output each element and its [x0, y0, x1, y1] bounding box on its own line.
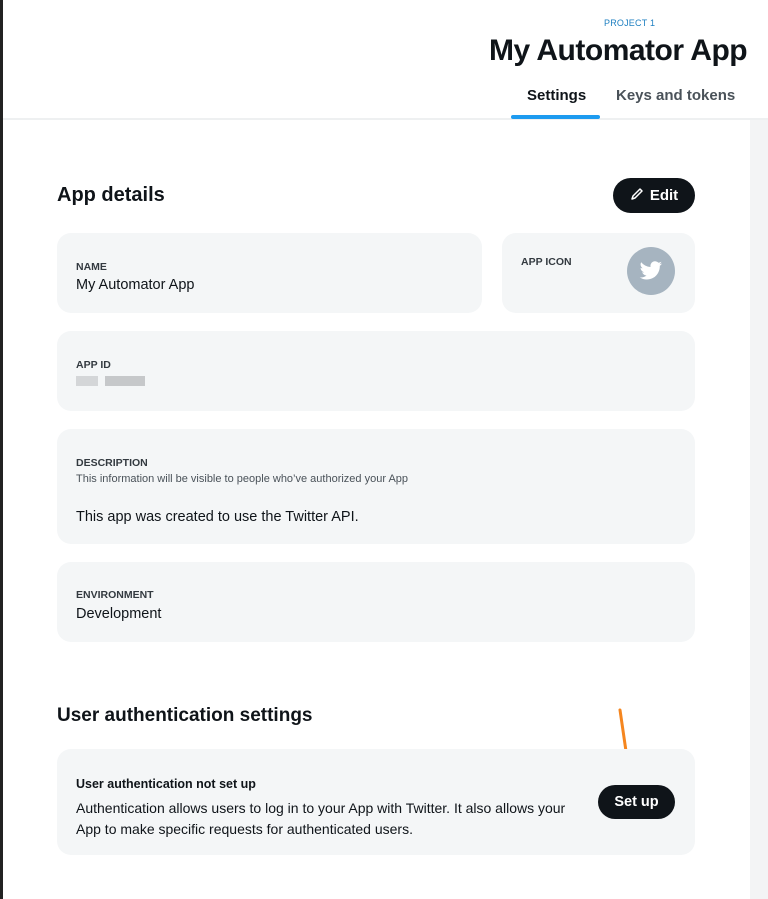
environment-label: ENVIRONMENT [76, 589, 154, 601]
app-details-heading: App details [57, 184, 165, 206]
app-id-label: APP ID [76, 359, 111, 371]
description-label: DESCRIPTION [76, 457, 148, 469]
description-card [57, 429, 695, 544]
twitter-bird-icon [627, 247, 675, 295]
description-hint: This information will be visible to people who’ve authorized your App [76, 473, 409, 485]
environment-card [57, 562, 695, 642]
right-side-panel [750, 120, 768, 899]
user-auth-status: User authentication not set up [76, 777, 256, 791]
edit-label: Edit [649, 187, 679, 204]
name-card [57, 233, 482, 313]
user-auth-heading: User authentication settings [57, 705, 313, 726]
app-id-redacted [105, 376, 145, 386]
app-icon-label: APP ICON [521, 256, 572, 268]
edit-button[interactable] [613, 178, 695, 213]
page-title: My Automator App [489, 34, 748, 67]
app-id-card [57, 331, 695, 411]
pencil-icon [630, 187, 644, 205]
name-value: My Automator App [76, 277, 195, 293]
app-id-redacted [76, 376, 98, 386]
tab-keys-and-tokens[interactable]: Keys and tokens [616, 87, 736, 104]
window-left-border [0, 0, 3, 899]
description-value: This app was created to use the Twitter API. [76, 509, 359, 525]
set-up-button[interactable]: Set up [598, 785, 675, 819]
page-header [3, 0, 768, 120]
name-label: NAME [76, 261, 107, 273]
environment-value: Development [76, 606, 162, 622]
app-icon-card [502, 233, 695, 313]
user-auth-card [57, 749, 695, 855]
user-auth-description: Authentication allows users to log in to your App with Twitter. It also allows your App to make specific requests for authenticated users. [76, 800, 566, 837]
tab-settings[interactable]: Settings [527, 87, 587, 104]
project-label: PROJECT 1 [604, 18, 656, 28]
active-tab-indicator [511, 115, 600, 119]
